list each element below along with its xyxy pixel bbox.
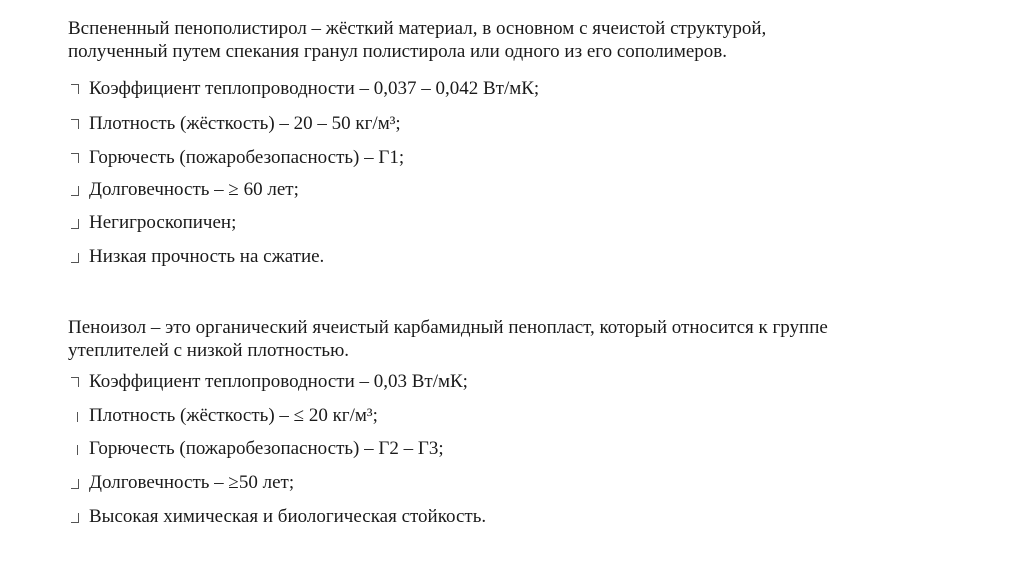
section2-list-item xyxy=(68,404,378,427)
bracket-bottom-icon xyxy=(68,476,82,490)
bracket-top-icon xyxy=(68,375,82,389)
section1-list-item xyxy=(68,245,324,268)
bracket-bottom-icon xyxy=(68,216,82,230)
section2-intro-line2: утеплителей с низкой плотностью. xyxy=(68,340,350,361)
section2-intro-line1: Пеноизол – это органический ячеистый карбамидный пенопласт, который относится к группе xyxy=(68,317,828,338)
section1-list-item xyxy=(68,112,401,135)
section1-list-item xyxy=(68,146,404,169)
section2-item-text: Высокая химическая и биологическая стойкость. xyxy=(89,506,487,527)
bracket-top-icon xyxy=(68,82,82,96)
section1-item-text: Низкая прочность на сжатие. xyxy=(89,246,325,267)
section2-item-text: Долговечность – ≥50 лет; xyxy=(89,472,295,493)
section2-list-item xyxy=(68,471,294,494)
section1-list-item xyxy=(68,211,236,234)
section1-list-item xyxy=(68,178,299,201)
section1-item-text: Горючесть (пожаробезопасность) – Г1; xyxy=(89,147,405,168)
section2-list-item xyxy=(68,370,468,393)
section1-list-item xyxy=(68,77,539,100)
section1-intro xyxy=(68,17,968,63)
bracket-bottom-icon xyxy=(68,510,82,524)
section2-item-text: Коэффициент теплопроводности – 0,03 Вт/мК; xyxy=(89,371,468,392)
bracket-top-icon xyxy=(68,151,82,165)
section2-list-item xyxy=(68,437,444,460)
section1-item-text: Долговечность – ≥ 60 лет; xyxy=(89,179,299,200)
section1-intro-line2: полученный путем спекания гранул полистирола или одного из его сополимеров. xyxy=(68,41,728,62)
section1-item-text: Коэффициент теплопроводности – 0,037 – 0,042 Вт/мК; xyxy=(89,78,540,99)
bracket-bottom-icon xyxy=(68,183,82,197)
bar-icon xyxy=(68,409,82,423)
bracket-top-icon xyxy=(68,117,82,131)
section1-item-text: Плотность (жёсткость) – 20 – 50 кг/м³; xyxy=(89,113,401,134)
bracket-bottom-icon xyxy=(68,250,82,264)
section2-intro xyxy=(68,316,968,362)
section1-intro-line1: Вспененный пенополистирол – жёсткий материал, в основном с ячеистой структурой, xyxy=(68,18,767,39)
section1-item-text: Негигроскопичен; xyxy=(89,212,237,233)
bar-icon xyxy=(68,442,82,456)
section2-item-text: Горючесть (пожаробезопасность) – Г2 – Г3; xyxy=(89,438,444,459)
section2-item-text: Плотность (жёсткость) – ≤ 20 кг/м³; xyxy=(89,405,378,426)
section2-list-item xyxy=(68,505,486,528)
